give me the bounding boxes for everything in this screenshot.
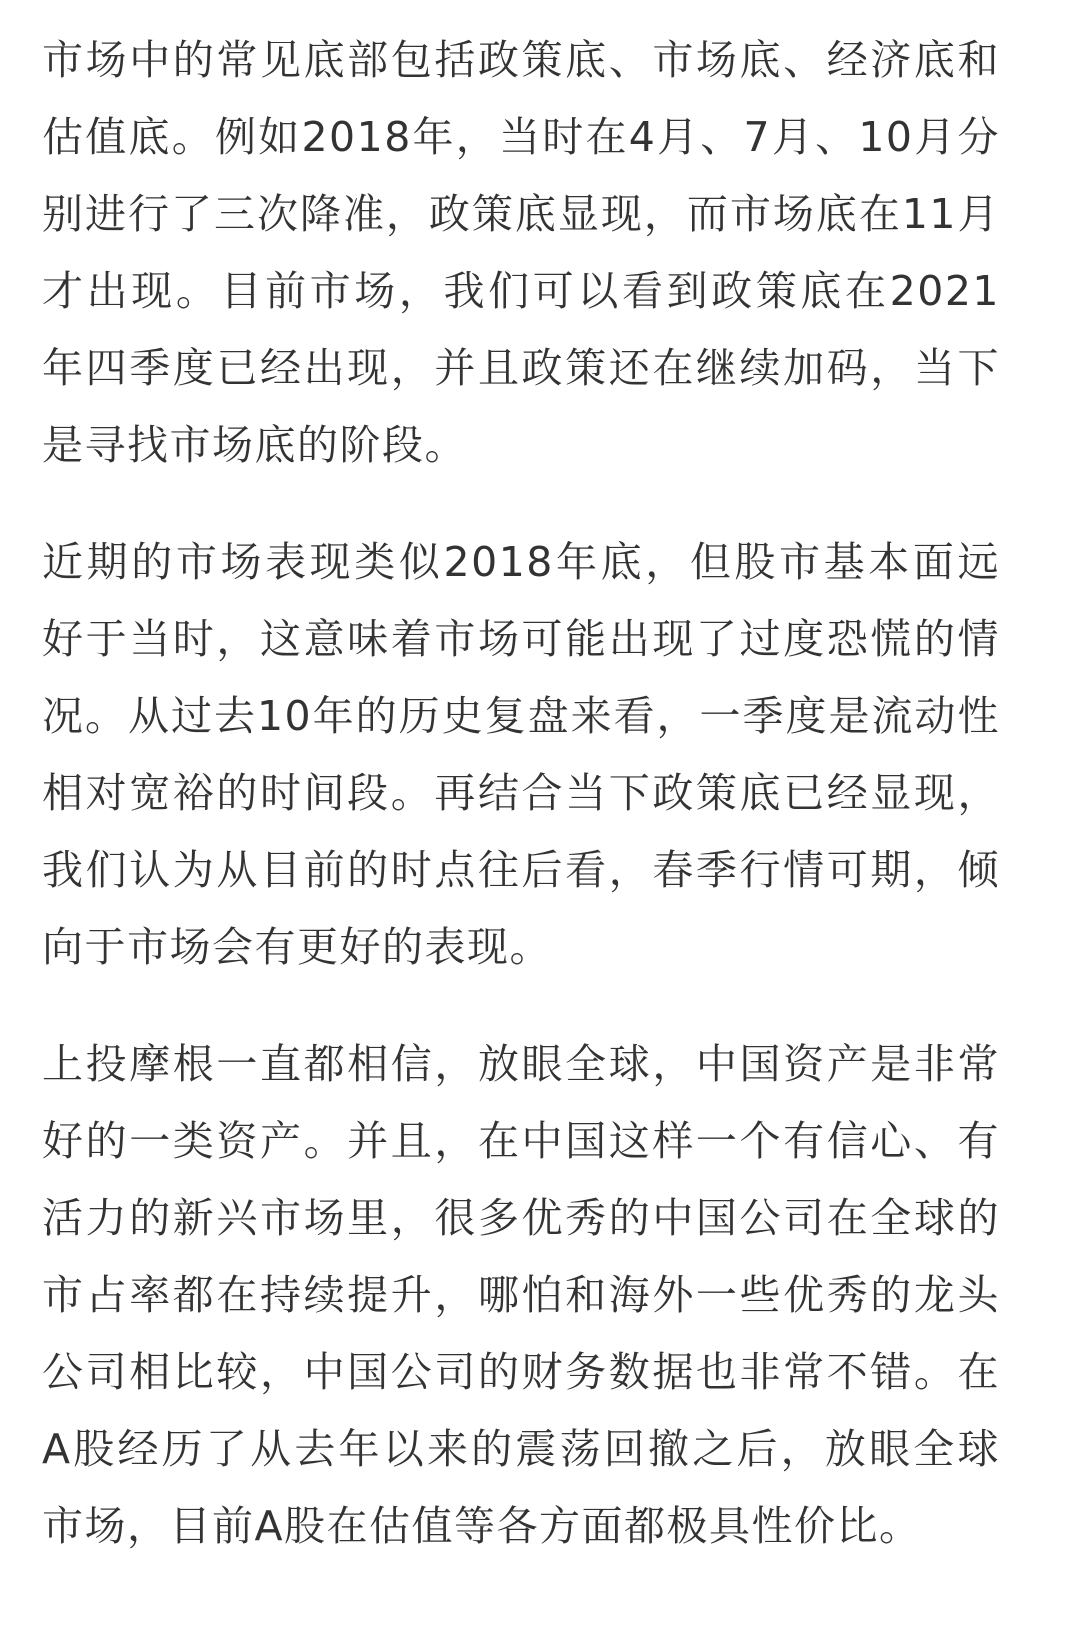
article-body [42,22,1000,1565]
paragraph-market-bottoms: 市场中的常见底部包括政策底、市场底、经济底和估值底。例如2018年，当时在4月、7月、10月分别进行了三次降准，政策底显现，而市场底在11月才出现。目前市场，我们可以看到政策底在2021年四季度已经出现，并且政策还在继续加码，当下是寻找市场底的阶段。 [42,36,1000,469]
paragraph-recent-market: 近期的市场表现类似2018年底，但股市基本面远好于当时，这意味着市场可能出现了过度恐慌的情况。从过去10年的历史复盘来看，一季度是流动性相对宽裕的时间段。再结合当下政策底已经显现，我们认为从目前的时点往后看，春季行情可期，倾向于市场会有更好的表现。 [42,538,1000,971]
paragraph-china-assets: 上投摩根一直都相信，放眼全球，中国资产是非常好的一类资产。并且，在中国这样一个有信心、有活力的新兴市场里，很多优秀的中国公司在全球的市占率都在持续提升，哪怕和海外一些优秀的龙头公司相比较，中国公司的财务数据也非常不错。在A股经历了从去年以来的震荡回撤之后，放眼全球市场，目前A股在估值等各方面都极具性价比。 [42,1040,1000,1550]
